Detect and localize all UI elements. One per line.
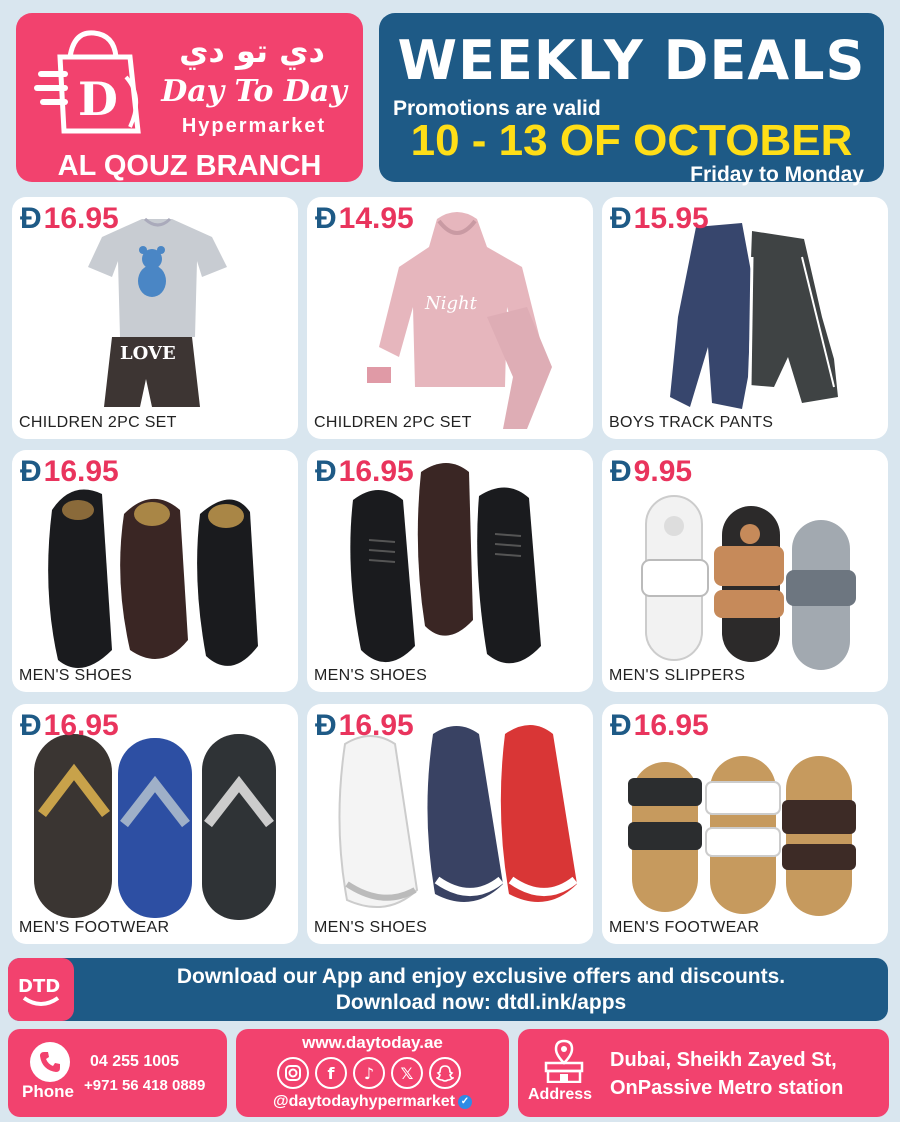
product-card[interactable] — [602, 704, 888, 944]
product-card[interactable] — [12, 197, 298, 439]
product-card[interactable] — [602, 450, 888, 692]
x-icon[interactable]: 𝕏 — [391, 1057, 423, 1089]
address-line-2: OnPassive Metro station — [610, 1077, 844, 1099]
snapchat-icon[interactable] — [429, 1057, 461, 1089]
price-value: 14.95 — [338, 202, 414, 235]
price-tag — [20, 708, 119, 744]
currency-symbol: Đ — [610, 202, 632, 235]
brand-name: Day To Day — [161, 74, 347, 109]
social-handle-text: @daytodayhypermarket — [273, 1093, 455, 1110]
product-card[interactable] — [307, 704, 593, 944]
price-value: 16.95 — [43, 455, 119, 488]
price-tag — [20, 454, 119, 490]
price-tag — [610, 201, 709, 237]
product-card[interactable] — [307, 450, 593, 692]
instagram-icon[interactable] — [277, 1057, 309, 1089]
currency-symbol: Đ — [20, 709, 42, 742]
price-value: 9.95 — [633, 455, 693, 488]
deals-days: Friday to Monday — [690, 163, 864, 186]
price-value: 16.95 — [338, 455, 414, 488]
product-name: MEN'S SHOES — [19, 667, 133, 684]
deals-panel — [379, 13, 884, 186]
app-download-banner[interactable] — [8, 958, 888, 1021]
social-handle[interactable] — [236, 1092, 509, 1112]
price-value: 16.95 — [633, 709, 709, 742]
currency-symbol: Đ — [315, 202, 337, 235]
branch-name: AL QOUZ BRANCH — [57, 150, 322, 182]
svg-text:Night: Night — [425, 293, 477, 314]
deals-title: WEEKLY DEALS — [397, 29, 866, 92]
dtd-app-logo — [8, 958, 74, 1021]
price-value: 16.95 — [43, 202, 119, 235]
price-tag — [315, 708, 414, 744]
product-name: BOYS TRACK PANTS — [609, 414, 774, 431]
shopping-bag-logo-icon — [34, 27, 152, 135]
product-card[interactable] — [12, 450, 298, 692]
currency-symbol: Đ — [315, 709, 337, 742]
phone-icon — [30, 1042, 70, 1082]
product-name: MEN'S FOOTWEAR — [609, 919, 760, 936]
brand-subtitle: Hypermarket — [181, 115, 327, 137]
address-label: Address — [528, 1086, 593, 1103]
product-name: MEN'S FOOTWEAR — [19, 919, 170, 936]
verified-badge-icon: ✓ — [458, 1095, 472, 1109]
deals-valid-text: Promotions are valid — [393, 97, 601, 120]
dtd-logo-icon — [16, 970, 66, 1010]
social-icons — [277, 1057, 461, 1089]
price-tag — [315, 454, 414, 490]
product-name: MEN'S SLIPPERS — [609, 667, 746, 684]
price-tag — [20, 201, 119, 237]
tiktok-icon[interactable]: ♪ — [353, 1057, 385, 1089]
app-promo-line: Download our App and enjoy exclusive offers and discounts. — [176, 965, 786, 988]
dtd-logo-text: DTD — [18, 975, 61, 997]
price-tag — [610, 454, 692, 490]
svg-text:D: D — [78, 72, 118, 126]
currency-symbol: Đ — [610, 709, 632, 742]
deals-dates: 10 - 13 OF OCTOBER — [410, 116, 853, 165]
phone-label: Phone — [22, 1082, 74, 1101]
phone-number-mobile[interactable]: +971 56 418 0889 — [84, 1077, 206, 1094]
currency-symbol: Đ — [20, 455, 42, 488]
website-link[interactable]: www.daytoday.ae — [302, 1033, 443, 1052]
product-card[interactable] — [602, 197, 888, 439]
svg-text:LOVE: LOVE — [120, 343, 176, 364]
currency-symbol: Đ — [315, 455, 337, 488]
product-card[interactable] — [12, 704, 298, 944]
price-tag — [610, 708, 709, 744]
currency-symbol: Đ — [610, 455, 632, 488]
product-card[interactable] — [307, 197, 593, 439]
app-download-link[interactable]: Download now: dtdl.ink/apps — [335, 991, 627, 1014]
address-line-1: Dubai, Sheikh Zayed St, — [610, 1049, 837, 1071]
brand-arabic-name: دي تو دي — [179, 32, 325, 70]
price-tag — [315, 201, 414, 237]
price-value: 15.95 — [633, 202, 709, 235]
product-name: MEN'S SHOES — [314, 919, 428, 936]
product-name: CHILDREN 2PC SET — [19, 414, 177, 431]
facebook-icon[interactable]: f — [315, 1057, 347, 1089]
phone-panel — [8, 1029, 227, 1117]
product-name: MEN'S SHOES — [314, 667, 428, 684]
address-panel — [518, 1029, 889, 1117]
price-value: 16.95 — [338, 709, 414, 742]
phone-number-landline[interactable]: 04 255 1005 — [90, 1053, 179, 1070]
store-location-icon — [542, 1039, 586, 1083]
brand-panel — [16, 13, 363, 182]
price-value: 16.95 — [43, 709, 119, 742]
currency-symbol: Đ — [20, 202, 42, 235]
social-panel — [236, 1029, 509, 1117]
product-name: CHILDREN 2PC SET — [314, 414, 472, 431]
